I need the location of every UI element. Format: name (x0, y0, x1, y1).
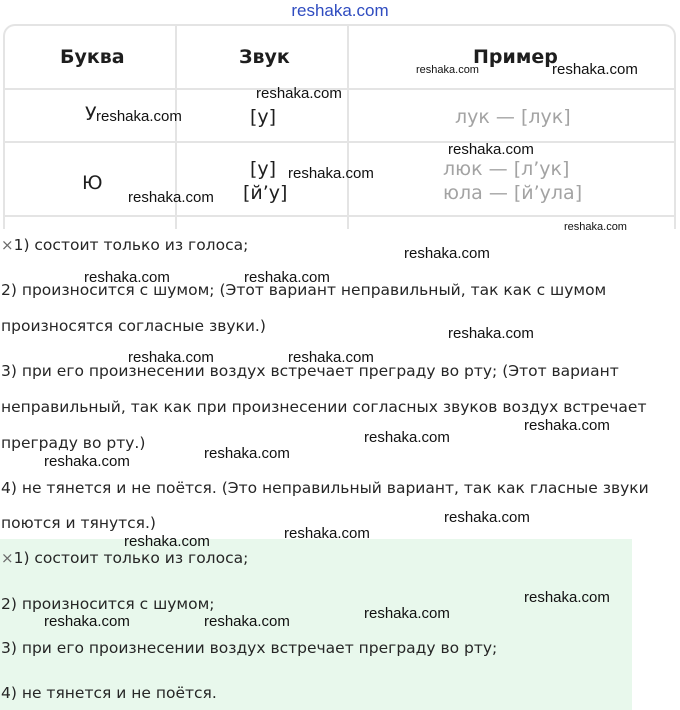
answer-explanation: произносятся согласные звуки.) (1, 317, 266, 335)
watermark: reshaka.com (256, 85, 342, 102)
header-example: Пример (473, 46, 558, 68)
answer-option-1: ×1) состоит только из голоса; (1, 549, 249, 567)
answer-option-3: 3) при его произнесении воздух встречает преграду во рту; (Этот вариант (1, 362, 619, 380)
row2-example-2: юла — [й’ула] (443, 182, 583, 204)
table-divider (5, 141, 674, 143)
row2-sound-2: [й’у] (243, 182, 288, 204)
answer-explanation: неправильный, так как при произнесении согласных звуков воздух встречает (1, 398, 647, 416)
row2-letter: Ю (82, 172, 103, 194)
watermark: reshaka.com (128, 189, 214, 206)
watermark: reshaka.com (284, 525, 370, 542)
table-divider (347, 26, 349, 229)
answer-option-3: 3) при его произнесении воздух встречает преграду во рту; (1, 639, 498, 657)
watermark: reshaka.com (364, 429, 450, 446)
answer-explanation: поются и тянутся.) (1, 514, 156, 532)
row1-letter: У (85, 103, 97, 125)
watermark: reshaka.com (416, 64, 479, 76)
row1-example: лук — [лук] (455, 106, 571, 128)
watermark: reshaka.com (124, 533, 210, 550)
wrong-mark-icon: × (1, 549, 14, 567)
table-divider (5, 215, 674, 217)
row2-sound-1: [у] (250, 158, 277, 180)
letter-sound-table (3, 24, 676, 229)
watermark: reshaka.com (204, 445, 290, 462)
wrong-mark-icon: × (1, 236, 14, 254)
answer-option-4: 4) не тянется и не поётся. (1, 684, 217, 702)
watermark: reshaka.com (244, 269, 330, 286)
answer-option-2: 2) произносится с шумом; (Этот вариант неправильный, так как с шумом (1, 281, 607, 299)
watermark: reshaka.com (288, 165, 374, 182)
answer-option-1: ×1) состоит только из голоса; (1, 236, 249, 254)
answer-explanation: преграду во рту.) (1, 434, 146, 452)
watermark: reshaka.com (204, 613, 290, 630)
row1-sound: [у] (250, 106, 277, 128)
watermark: reshaka.com (84, 269, 170, 286)
watermark: reshaka.com (96, 108, 182, 125)
top-watermark: reshaka.com (291, 1, 389, 20)
watermark: reshaka.com (128, 349, 214, 366)
watermark: reshaka.com (44, 613, 130, 630)
answer-option-4: 4) не тянется и не поётся. (Это неправильный вариант, так как гласные звуки (1, 479, 649, 497)
watermark: reshaka.com (552, 61, 638, 78)
watermark: reshaka.com (404, 245, 490, 262)
watermark: reshaka.com (524, 589, 610, 606)
watermark: reshaka.com (448, 325, 534, 342)
watermark: reshaka.com (44, 453, 130, 470)
watermark: reshaka.com (364, 605, 450, 622)
answer-option-2: 2) произносится с шумом; (1, 595, 215, 613)
watermark: reshaka.com (288, 349, 374, 366)
header-letter: Буква (60, 46, 125, 68)
watermark: reshaka.com (444, 509, 530, 526)
header-sound: Звук (239, 46, 290, 68)
watermark: reshaka.com (524, 417, 610, 434)
watermark: reshaka.com (448, 141, 534, 158)
watermark: reshaka.com (564, 221, 627, 233)
row2-example-1: люк — [л’ук] (443, 158, 570, 180)
